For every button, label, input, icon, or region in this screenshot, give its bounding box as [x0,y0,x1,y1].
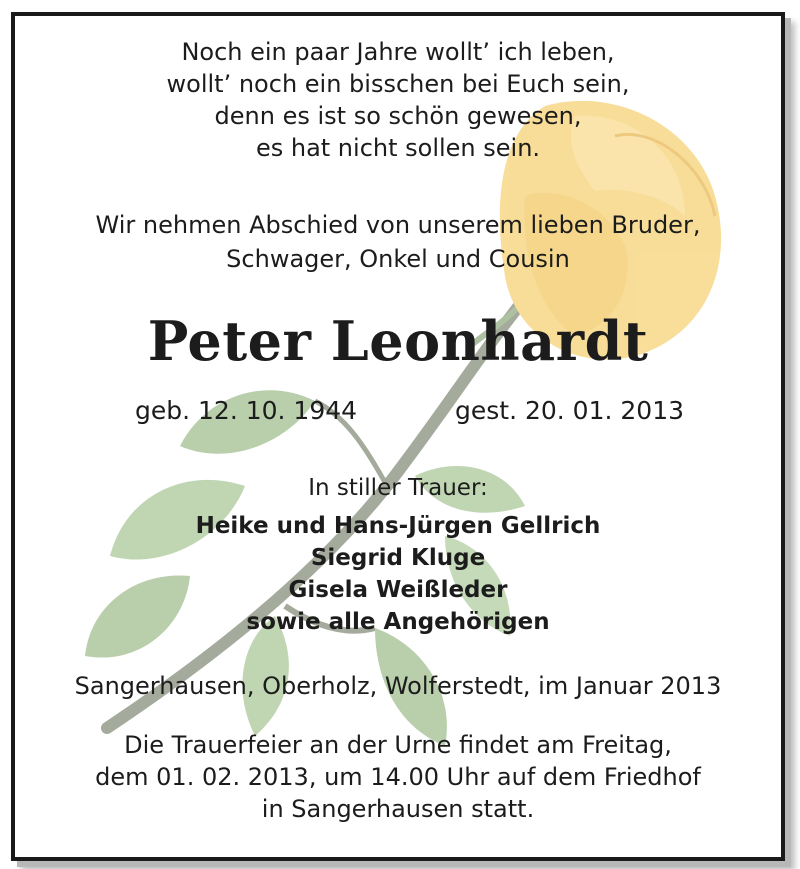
intro-line: Wir nehmen Abschied von unserem lieben Bruder, [95,211,701,239]
birth-date: geb. 12. 10. 1944 [135,396,358,425]
mourner-name: Heike und Hans-Jürgen Gellrich [195,513,601,539]
mourners-list [15,510,781,638]
mourning-label: In stiller Trauer: [308,475,488,501]
farewell-intro [15,208,781,276]
intro-line: Schwager, Onkel und Cousin [226,245,570,273]
funeral-line: in Sangerhausen statt. [261,795,535,823]
obituary-content [15,16,781,857]
place-and-date: Sangerhausen, Oberholz, Wolferstedt, im Januar 2013 [74,672,722,700]
funeral-line: dem 01. 02. 2013, um 14.00 Uhr auf dem Friedhof [95,763,701,791]
obituary-frame [11,12,785,861]
poem-line: denn es ist so schön gewesen, [214,102,582,130]
poem-line: wollt’ noch ein bisschen bei Euch sein, [166,70,630,98]
poem-line: es hat nicht sollen sein. [255,134,541,162]
mourner-name: Gisela Weißleder [288,577,508,603]
mourner-name: Siegrid Kluge [310,545,486,571]
mourner-name: sowie alle Angehörigen [246,609,550,635]
poem [15,36,781,164]
funeral-line: Die Trauerfeier an der Urne findet am Freitag, [124,731,672,759]
funeral-notice [15,729,781,825]
deceased-name: Peter Leonhardt [147,309,649,373]
death-date: gest. 20. 01. 2013 [455,396,685,425]
poem-line: Noch ein paar Jahre wollt’ ich leben, [181,38,615,66]
